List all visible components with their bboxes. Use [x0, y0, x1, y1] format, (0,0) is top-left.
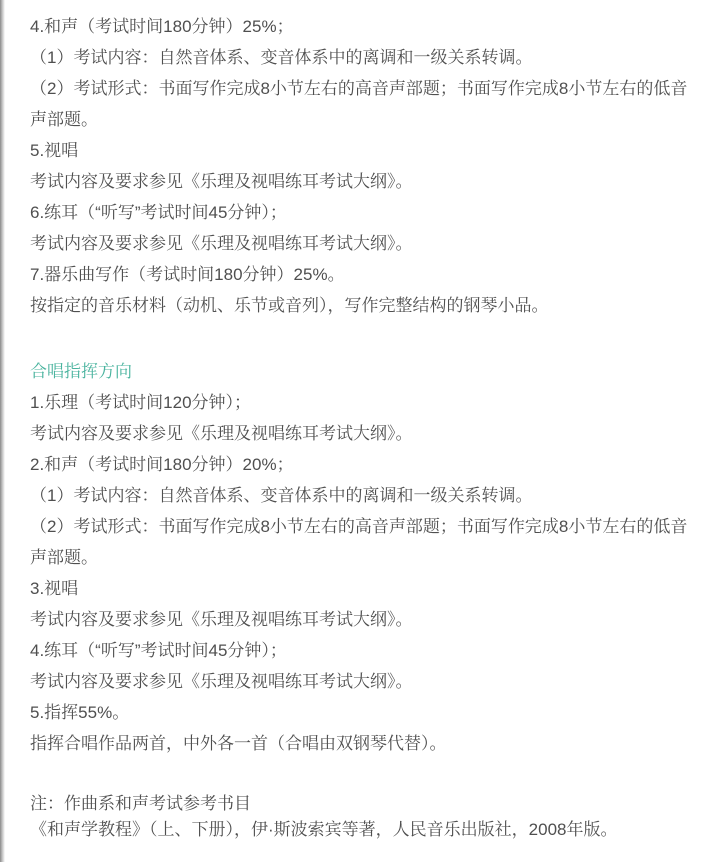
- section-note: [30, 791, 702, 843]
- section-choral-conducting: [30, 356, 702, 759]
- exam-item-sight-singing: 3.视唱: [30, 579, 79, 598]
- note-title: 注：作曲系和声考试参考书目: [30, 794, 251, 813]
- note-reference: 《和声学教程》（上、下册），伊·斯波索宾等著，人民音乐出版社，2008年版。: [30, 820, 618, 839]
- exam-item-harmony-content: （1）考试内容：自然音体系、变音体系中的离调和一级关系转调。: [30, 48, 533, 67]
- choral-conducting-heading: 合唱指挥方向: [30, 362, 132, 381]
- section-composition-requirements: [30, 11, 702, 321]
- exam-item-harmony-format: （2）考试形式：书面写作完成8小节左右的高音声部题；书面写作完成8小节左右的低音声部题。: [30, 517, 688, 567]
- exam-item-sight-singing-ref: 考试内容及要求参见《乐理及视唱练耳考试大纲》。: [30, 172, 413, 191]
- exam-item-ear-training: 4.练耳（“听写”考试时间45分钟）；: [30, 641, 287, 660]
- exam-item-sight-singing: 5.视唱: [30, 141, 79, 160]
- exam-item-instrumental-writing: 7.器乐曲写作（考试时间180分钟）25%。: [30, 265, 345, 284]
- exam-item-harmony-content: （1）考试内容：自然音体系、变音体系中的离调和一级关系转调。: [30, 486, 533, 505]
- exam-item-ear-training-ref: 考试内容及要求参见《乐理及视唱练耳考试大纲》。: [30, 672, 413, 691]
- exam-item-music-theory-ref: 考试内容及要求参见《乐理及视唱练耳考试大纲》。: [30, 424, 413, 443]
- exam-item-music-theory: 1.乐理（考试时间120分钟）；: [30, 393, 252, 412]
- exam-item-harmony: 4.和声（考试时间180分钟）25%；: [30, 17, 294, 36]
- exam-item-instrumental-writing-detail: 按指定的音乐材料（动机、乐节或音列），写作完整结构的钢琴小品。: [30, 296, 549, 315]
- exam-item-ear-training: 6.练耳（“听写”考试时间45分钟）；: [30, 203, 287, 222]
- exam-item-harmony: 2.和声（考试时间180分钟）20%；: [30, 455, 294, 474]
- exam-item-ear-training-ref: 考试内容及要求参见《乐理及视唱练耳考试大纲》。: [30, 234, 413, 253]
- exam-item-harmony-format: （2）考试形式：书面写作完成8小节左右的高音声部题；书面写作完成8小节左右的低音声部题。: [30, 79, 688, 129]
- exam-item-conducting: 5.指挥55%。: [30, 703, 130, 722]
- exam-item-sight-singing-ref: 考试内容及要求参见《乐理及视唱练耳考试大纲》。: [30, 610, 413, 629]
- exam-item-conducting-detail: 指挥合唱作品两首，中外各一首（合唱由双钢琴代替）。: [30, 734, 447, 753]
